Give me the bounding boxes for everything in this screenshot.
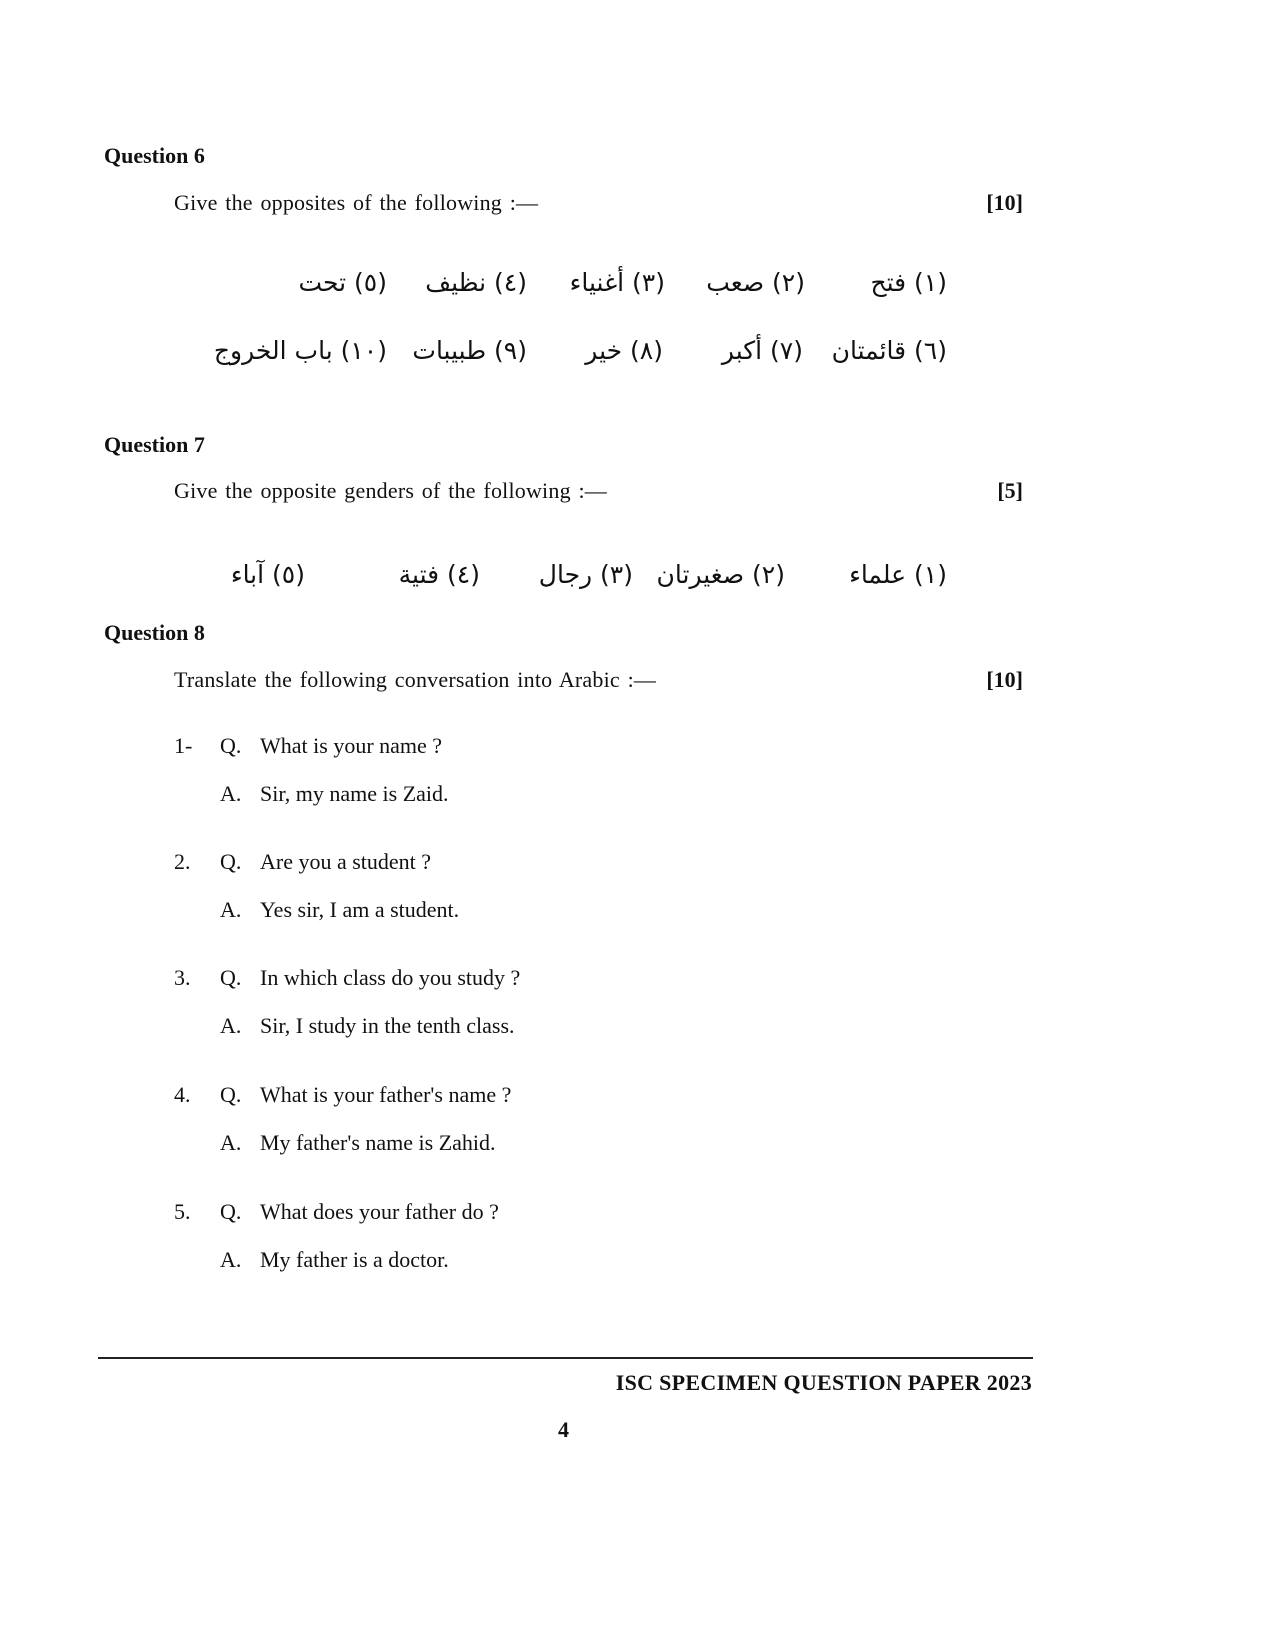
item-4-a-label: A.: [220, 1130, 242, 1155]
question-6-heading: Question 6: [104, 143, 205, 168]
footer-title: ISC SPECIMEN QUESTION PAPER 2023: [615, 1370, 1032, 1395]
q7-word-4: (٤) فتية: [398, 560, 480, 589]
q7-word-3: (٣) رجال: [538, 560, 633, 589]
item-2-a-label: A.: [220, 897, 242, 922]
item-1-question: What is your name ?: [260, 733, 443, 758]
q7-word-1: (١) علماء: [849, 560, 947, 589]
item-2-q-label: Q.: [220, 849, 242, 874]
item-5-q-label: Q.: [220, 1199, 242, 1224]
q6-arabic-row-1: [0, 268, 1275, 304]
item-5-a-label: A.: [220, 1247, 242, 1272]
question-7-marks: [5]: [997, 478, 1023, 503]
item-4-q-label: Q.: [220, 1082, 242, 1107]
page-number: 4: [558, 1417, 569, 1442]
item-5-answer: My father is a doctor.: [260, 1247, 449, 1272]
q6-word-1: (١) فتح: [870, 268, 947, 297]
question-8-heading: Question 8: [104, 620, 205, 645]
q7-arabic-row: [0, 560, 1275, 596]
item-1-number: 1-: [174, 733, 193, 758]
question-7-instruction: Give the opposite genders of the following :—: [174, 478, 607, 503]
q6-word-9: (٩) طبيبات: [412, 336, 527, 365]
q6-word-7: (٧) أكبر: [721, 336, 803, 365]
item-5-question: What does your father do ?: [260, 1199, 499, 1224]
item-3-question: In which class do you study ?: [260, 965, 521, 990]
question-7-heading: Question 7: [104, 432, 205, 457]
item-4-number: 4.: [174, 1082, 191, 1107]
q6-arabic-row-2: [0, 336, 1275, 372]
item-3-a-label: A.: [220, 1013, 242, 1038]
q7-word-2: (٢) صغيرتان: [656, 560, 785, 589]
item-2-answer: Yes sir, I am a student.: [260, 897, 460, 922]
item-1-answer: Sir, my name is Zaid.: [260, 781, 449, 806]
item-1-q-label: Q.: [220, 733, 242, 758]
q6-word-5: (٥) تحت: [298, 268, 387, 297]
q7-word-5: (٥) آباء: [230, 560, 305, 589]
item-5-number: 5.: [174, 1199, 191, 1224]
q6-word-3: (٣) أغنياء: [569, 268, 665, 297]
item-3-q-label: Q.: [220, 965, 242, 990]
item-3-answer: Sir, I study in the tenth class.: [260, 1013, 515, 1038]
question-8-instruction: Translate the following conversation into Arabic :—: [174, 667, 657, 692]
item-2-question: Are you a student ?: [260, 849, 432, 874]
question-8-marks: [10]: [986, 667, 1023, 692]
item-4-question: What is your father's name ?: [260, 1082, 512, 1107]
q6-word-2: (٢) صعب: [706, 268, 805, 297]
q6-word-4: (٤) نظيف: [425, 268, 527, 297]
q6-word-8: (٨) خير: [585, 336, 663, 365]
item-4-answer: My father's name is Zahid.: [260, 1130, 496, 1155]
q6-word-6: (٦) قائمتان: [831, 336, 947, 365]
item-1-a-label: A.: [220, 781, 242, 806]
footer-rule: [98, 1357, 1033, 1359]
q6-word-10: (١٠) باب الخروج: [213, 336, 387, 365]
question-6-instruction: Give the opposites of the following :—: [174, 190, 539, 215]
item-2-number: 2.: [174, 849, 191, 874]
item-3-number: 3.: [174, 965, 191, 990]
question-6-marks: [10]: [986, 190, 1023, 215]
